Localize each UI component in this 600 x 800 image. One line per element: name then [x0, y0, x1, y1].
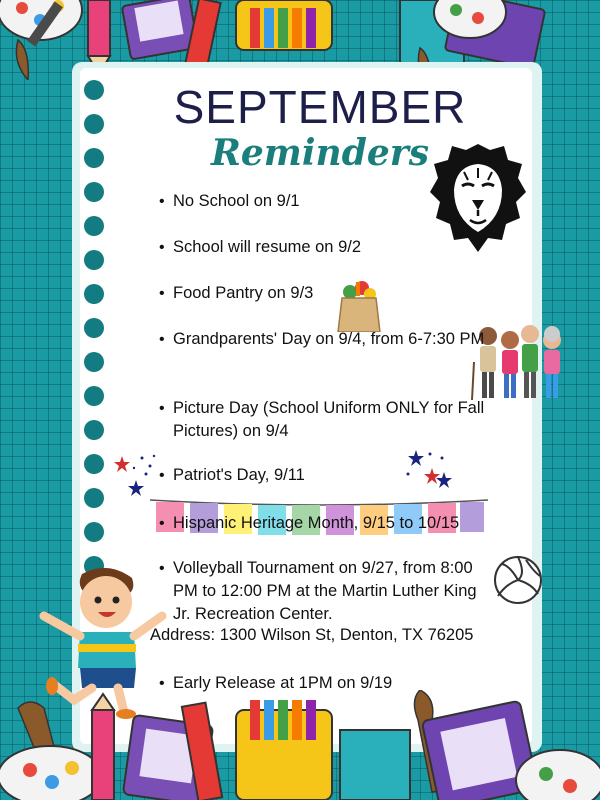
list-item: • Patriot's Day, 9/11 [173, 464, 493, 487]
event-address: Address: 1300 Wilson St, Denton, TX 76205 [150, 626, 474, 644]
list-item: • Early Release at 1PM on 9/19 [173, 672, 493, 695]
list-item: • Picture Day (School Uniform ONLY for Fall Pictures) on 9/4 [173, 397, 493, 443]
page-subtitle: Reminders [210, 132, 430, 174]
school-supplies-bottom-decoration [0, 690, 600, 800]
page-title: SEPTEMBER [173, 81, 467, 133]
volleyball-icon [492, 554, 544, 606]
list-item: • Food Pantry on 9/3 [173, 282, 493, 305]
list-item: • School will resume on 9/2 [173, 236, 493, 259]
list-item: • Grandparents' Day on 9/4, from 6-7:30 PM [173, 328, 493, 351]
list-item: • No School on 9/1 [173, 190, 493, 213]
list-item: • Volleyball Tournament on 9/27, from 8:00 PM to 12:00 PM at the Martin Luther King Jr. Recreation Center. [173, 557, 493, 626]
list-item: • Hispanic Heritage Month, 9/15 to 10/15 [173, 512, 493, 535]
patriotic-stars-left-icon [112, 448, 164, 500]
